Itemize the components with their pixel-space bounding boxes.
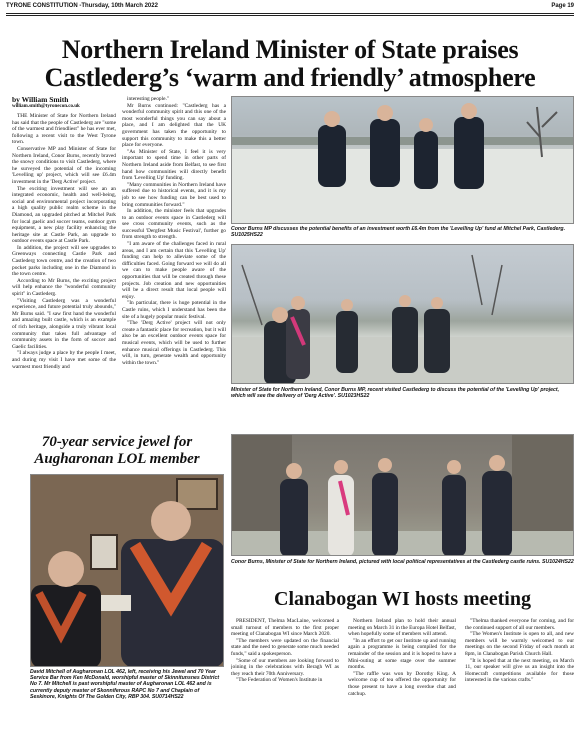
wi-headline: Clanabogan WI hosts meeting <box>274 588 531 610</box>
page-header <box>6 3 574 13</box>
photo-castle-ruins <box>231 434 574 556</box>
photo-caption-1: Conor Burns MP discusses the potential benefits of an investment worth £6.4m from the 'Levelling Up' fund at Mitchel Park, Castlederg. SU1025HS22 <box>231 226 566 239</box>
lol-photo-caption: David Mitchell of Augharonan LOL 462, left, receiving his Jewel and 70 Year Service Bar from Ken McDonald, worshipful master of Skinnitunsnes District No 7. Mr Mitchell is past worshipful master of Augharonan LOL 462 and is currently deputy master of Skonniferous RAPC No 7 and Chaplain of Seskinore, Knights Of The Golden City, RBP 304. SU0714HS22 <box>30 669 220 700</box>
photo-lol-presentation <box>30 474 224 667</box>
wi-column-3: "Thelma thanked everyone for coming, and for the continued support of all our members. "The Women's Institute is open to all, and new members will be warmly welcomed to our meetings on the second Friday of each month at 8pm, in Clanabogan Parish Church Hall. "It is hoped that at the next meeting, on March 11, our speaker will give us an insight into the Homecraft competitions available for those interested in the various crafts." <box>465 618 574 684</box>
header-rule-thin <box>6 15 574 16</box>
header-rule <box>6 13 574 14</box>
lol-headline: 70-year service jewel for Augharonan LOL member <box>34 434 200 467</box>
photo-mitchel-park <box>231 96 574 224</box>
main-headline: Northern Ireland Minister of State praises Castlederg’s ‘warm and friendly’ atmosphere <box>44 35 536 92</box>
photo-caption-3: Conor Burns, Minister of State for Northern Ireland, pictured with local political representatives at the Castlederg castle ruins. SU1024HS22 <box>231 559 574 565</box>
photo-people-castle-ruins <box>232 435 574 556</box>
photo-lol-members <box>31 475 224 667</box>
wi-column-2: Northern Ireland plan to hold their annual meeting on March 31 in the Europa Hotel Belfast, when hopefully some of members will attend. "In an effort to get our Institute up and running again a programme is being compiled for the remainder of the session and it is hoped to have a Mini-outing at some stage over the summer months. "The raffle was won by Dorothy King. A welcome cup of tea offered the opportunity for those present to have a long overdue chat and catchup. <box>348 618 456 697</box>
photo-people-castlederg-visit <box>232 245 574 384</box>
main-story-column-2: interesting people." Mr Burns continued: "Castlederg has a wonderful community spirit and this one of the most wonderful things you can say about a place, and I am delighted that the UK government has taken the opportunity to support this community to make this a better place for everyone. "As Minister of State, I feel it is very important to spend time in other parts of Northern Ireland aside from Belfast, to see first hand how communities will directly benefit from 'Levelling Up' funding. "Many communities in Northern Ireland have suffered due to historical events, and it is my job to see how funding can be best used to bring communities forward." In addition, the minister feels that upgrades to an outdoor events space in Castlederg will see cross community events, such as the successful 'Dergfest Music Festival', further go from strength to strength. "I am aware of the challenges faced in rural areas, and I am certain that this 'Levelling Up' funding can help to alleviate some of the difficulties faced. Going forward we will do all we can to make people aware of the opportunities that will be created through these projects. Job creation and new opportunities will be a direct result that local people will enjoy. "In particular, there is huge potential in the Castle ruins, which I understand has been the site of a hugely popular music festival. "The 'Derg Active' project will not only create a fantastic place for recreation, but it will also be an excellent outdoor events space for musical events, which will be used to further enhance musical offerings in Castlederg. This will, in turn, generate wealth and opportunity within the town." <box>122 96 226 366</box>
author-email: william.smith@tyronecon.co.uk <box>12 104 80 109</box>
main-story-column-1: by William Smith william.smith@tyronecon.co.uk THE Minister of State for Northern Ireland has said that the people of Castlederg are "some of the warmest and friendliest" he has ever met, following a recent visit to the West Tyrone town. Conservative MP and Minister of State for Northern Ireland, Conor Burns, recently braved the snowy conditions to visit Castlederg, where he surveyed the potential of the incoming 'Levelling up' project, which will see £6.4m investment in the 'Derg Active' project. The exciting investment will see an an integrated economic, health and well-being, social and environmental project incorporating a high quality public realm scheme in the Diamond, an upgraded pitched at Mitchel Park for local gaelic and soccer teams, outdoor gym equipment, a new play facility enhancing the heritage site at Castle Park, an upgrade to outdoor events space at Castle Park. In addition, the project will see upgrades to Greenways connecting Castle Park and Castlederg town centre, and the creation of two pocket parks including one in the Diamond in the town centre. According to Mr Burns, the exciting project will help enhance the "wonderful community spirit" in Castlederg. "Visiting Castlederg was a wonderful experience, and future potential truly abounds," Mr Burns said. "I saw first hand the wonderful and amazing built castle, which is an example of rich heritage, alongside a truly vibrant local community that takes full advantage of community assets in the form of soccer and Gaelic facilities. "I always judge a place by the people I meet, and during my visit I have met some of the warmest most friendly and <box>12 96 116 370</box>
photo-castlederg-visit <box>231 244 574 384</box>
photo-people-mitchel-park <box>232 97 574 224</box>
byline: by William Smith <box>12 96 69 104</box>
photo-caption-2: Minister of State for Northern Ireland, Conor Burns MP, recent visited Castlederg to discuss the potential of the 'Levelling Up' project, which will see the delivery of 'Derg Active'. SU1023HS22 <box>231 387 560 400</box>
publication-date: TYRONE CONSTITUTION -Thursday, 10th March 2022 <box>6 3 158 9</box>
page-number: Page 19 <box>551 3 574 9</box>
wi-column-1: PRESIDENT, Thelma MacLaine, welcomed a small turnout of members to the first proper meeting of Clanabogan WI since March 2020. "The members were updated on the financial state and the need to generate some much needed funds," said a spokesperson. "Some of our members are looking forward to joining in the celebrations with Beragh WI as they reach their 70th Anniversary. "The Federation of Women's Institute in <box>231 618 339 684</box>
